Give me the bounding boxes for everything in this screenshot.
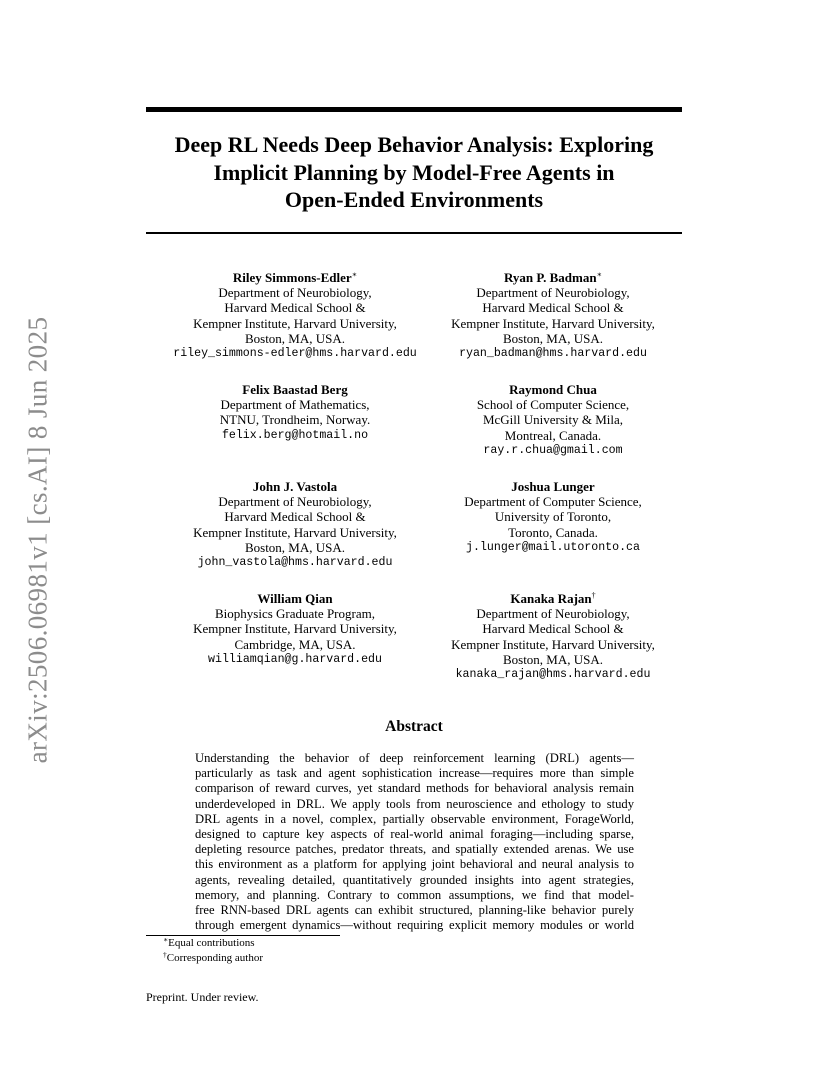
affiliation-line: School of Computer Science, [476, 397, 630, 413]
equal-contribution-mark: ∗ [351, 270, 358, 279]
author-name-text: Ryan P. Badman [503, 270, 597, 285]
affiliation-line: Kempner Institute, Harvard University, [193, 524, 397, 540]
author-name-text: Riley Simmons-Edler [232, 270, 352, 285]
abstract-line: this environment as a platform for applying joint behavioral and neural analysis to [195, 857, 634, 872]
affiliation-line: Department of Neurobiology, [218, 285, 372, 301]
title-line: Implicit Planning by Model-Free Agents in [213, 159, 615, 185]
abstract-line: DRL agents in a novel, complex, partially observable environment, ForageWorld, [195, 811, 634, 826]
abstract-line: designed to capture key aspects of real-world animal foraging—including sparse, [195, 827, 634, 842]
author-email: john_vastola@hms.harvard.edu [197, 556, 393, 570]
abstract-line: memory, and planning. Contrary to common assumptions, we find that model- [195, 887, 634, 902]
affiliation-line: Kempner Institute, Harvard University, [451, 315, 655, 331]
abstract-line: underdeveloped in DRL. We apply tools from neuroscience and ethology to study [195, 796, 634, 811]
author-email: j.lunger@mail.utoronto.ca [466, 540, 640, 554]
author-name [403, 270, 703, 285]
abstract-line: depleting resource patches, predator threats, and spatially extended arenas. We use [195, 842, 634, 857]
equal-contribution-mark: ∗ [596, 270, 603, 279]
affiliation-line: Boston, MA, USA. [244, 539, 346, 555]
abstract-line: comparison of reward curves, yet standard methods for behavioral analysis remain [195, 781, 634, 796]
affiliation-line: Department of Mathematics, [220, 397, 370, 413]
affiliation-line: Department of Neurobiology, [476, 606, 630, 622]
affiliation-line: Boston, MA, USA. [502, 651, 604, 667]
affiliation-line: Department of Neurobiology, [476, 285, 630, 301]
arxiv-identifier: arXiv:2506.06981v1 [cs.AI] 8 Jun 2025 [22, 316, 53, 764]
author-block [403, 479, 703, 555]
affiliation-line: McGill University & Mila, [482, 412, 624, 428]
author-name-text: Kanaka Rajan [510, 591, 592, 606]
title-line: Deep RL Needs Deep Behavior Analysis: Exploring [174, 132, 654, 157]
abstract-line: particularly as task and agent sophistication increase—requires more than simple [195, 766, 634, 781]
footnote-equal-contributions [163, 937, 255, 950]
author-email: ray.r.chua@gmail.com [483, 443, 623, 457]
author-name-text: John J. Vastola [252, 479, 338, 494]
author-email: ryan_badman@hms.harvard.edu [459, 347, 647, 361]
affiliation-line: Biophysics Graduate Program, [215, 606, 375, 622]
paper-title [146, 131, 682, 214]
footnote-rule [146, 935, 340, 936]
author-name [145, 382, 445, 397]
author-name-text: Joshua Lunger [511, 479, 595, 494]
footnote-mark: † [163, 950, 167, 959]
author-block [145, 382, 445, 443]
affiliation-line: Harvard Medical School & [482, 300, 624, 316]
footnote-corresponding-author [163, 952, 263, 965]
author-name [145, 591, 445, 606]
abstract-line: through emergent dynamics—without requiring explicit memory modules or world [195, 918, 634, 933]
affiliation-line: Montreal, Canada. [504, 427, 602, 443]
author-name [403, 479, 703, 494]
author-name-text: Raymond Chua [509, 382, 597, 397]
affiliation-line: Harvard Medical School & [224, 300, 366, 316]
author-email: kanaka_rajan@hms.harvard.edu [455, 668, 651, 682]
author-email: riley_simmons-edler@hms.harvard.edu [173, 347, 417, 361]
affiliation-line: Boston, MA, USA. [502, 330, 604, 346]
author-name [145, 270, 445, 285]
affiliation-line: Kempner Institute, Harvard University, [451, 636, 655, 652]
affiliation-line: Department of Computer Science, [464, 494, 642, 510]
affiliation-line: Kempner Institute, Harvard University, [193, 315, 397, 331]
affiliation-line: Cambridge, MA, USA. [234, 636, 356, 652]
author-name-text: William Qian [257, 591, 333, 606]
title-rule-top [146, 107, 682, 112]
author-block [145, 270, 445, 361]
author-block [403, 382, 703, 458]
author-name [403, 382, 703, 397]
footnote-mark: ∗ [163, 935, 169, 944]
footnote-text: Equal contributions [168, 937, 255, 949]
affiliation-line: Harvard Medical School & [482, 621, 624, 637]
affiliation-line: Harvard Medical School & [224, 509, 366, 525]
affiliation-line: Toronto, Canada. [508, 524, 598, 540]
abstract-line: agents, revealing detailed, quantitatively grounded insights into agent strategies, [195, 872, 634, 887]
affiliation-line: NTNU, Trondheim, Norway. [219, 412, 371, 428]
corresponding-author-mark: † [591, 591, 596, 600]
author-email: williamqian@g.harvard.edu [208, 652, 382, 666]
abstract-line: free RNN-based DRL agents can exhibit structured, planning-like behavior purely [195, 903, 634, 918]
affiliation-line: Boston, MA, USA. [244, 330, 346, 346]
author-block [145, 479, 445, 570]
affiliation-line: University of Toronto, [494, 509, 612, 525]
affiliation-line: Department of Neurobiology, [218, 494, 372, 510]
preprint-notice: Preprint. Under review. [146, 990, 259, 1004]
author-email: felix.berg@hotmail.no [221, 428, 369, 442]
title-line: Open-Ended Environments [284, 187, 544, 212]
title-rule-bottom [146, 232, 682, 234]
author-block [403, 270, 703, 361]
abstract-body [195, 751, 634, 933]
affiliation-line: Kempner Institute, Harvard University, [193, 621, 397, 637]
author-name-text: Felix Baastad Berg [242, 382, 348, 397]
author-name [145, 479, 445, 494]
author-block [403, 591, 703, 682]
abstract-line: Understanding the behavior of deep reinforcement learning (DRL) agents— [195, 751, 634, 765]
author-name [403, 591, 703, 606]
footnote-text: Corresponding author [166, 952, 263, 964]
author-block [145, 591, 445, 667]
abstract-heading: Abstract [385, 718, 443, 735]
